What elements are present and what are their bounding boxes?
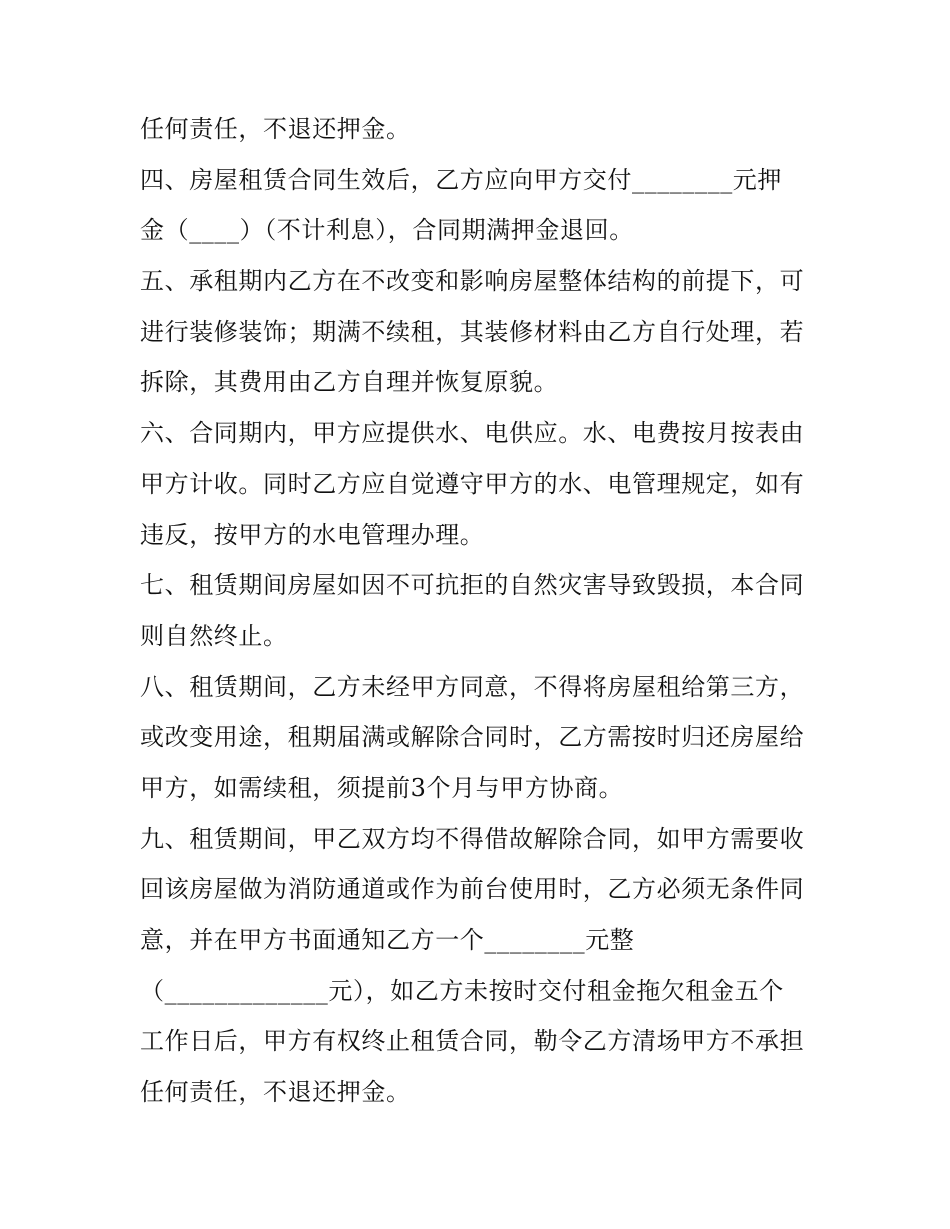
text-line: 回该房屋做为消防通道或作为前台使用时，乙方必须无条件同 [140, 875, 805, 904]
text-line: 或改变用途，租期届满或解除合同时，乙方需按时归还房屋给 [140, 723, 805, 752]
text-line: 则自然终止。 [140, 621, 288, 650]
text-line: 金（____）（不计利息），合同期满押金退回。 [140, 216, 634, 245]
text-line: 九、租赁期间，甲乙双方均不得借故解除合同，如甲方需要收 [140, 824, 805, 853]
text-line: 任何责任，不退还押金。 [140, 1078, 411, 1107]
text-line: 进行装修装饰；期满不续租，其装修材料由乙方自行处理，若 [140, 317, 805, 346]
text-line: 七、租赁期间房屋如因不可抗拒的自然灾害导致毁损，本合同 [140, 571, 805, 600]
text-line: 任何责任，不退还押金。 [140, 115, 411, 143]
text-line: 违反，按甲方的水电管理办理。 [140, 520, 485, 549]
text-line: 四、房屋租赁合同生效后，乙方应向甲方交付________元押 [140, 165, 782, 194]
text-line: 六、合同期内，甲方应提供水、电供应。水、电费按月按表由 [140, 419, 805, 448]
text-line: （_____________元），如乙方未按时交付租金拖欠租金五个 [140, 976, 784, 1005]
text-line: 拆除，其费用由乙方自理并恢复原貌。 [140, 368, 559, 397]
text-line: 甲方，如需续租，须提前3个月与甲方协商。 [140, 773, 624, 802]
document-body [140, 104, 820, 1118]
text-line: 五、承租期内乙方在不改变和影响房屋整体结构的前提下，可 [140, 267, 805, 296]
text-line: 八、租赁期间，乙方未经甲方同意，不得将房屋租给第三方， [140, 672, 805, 701]
text-line: 工作日后，甲方有权终止租赁合同，勒令乙方清场甲方不承担 [140, 1027, 805, 1056]
text-line: 意，并在甲方书面通知乙方一个________元整 [140, 926, 635, 954]
text-line: 甲方计收。同时乙方应自觉遵守甲方的水、电管理规定，如有 [140, 469, 805, 498]
